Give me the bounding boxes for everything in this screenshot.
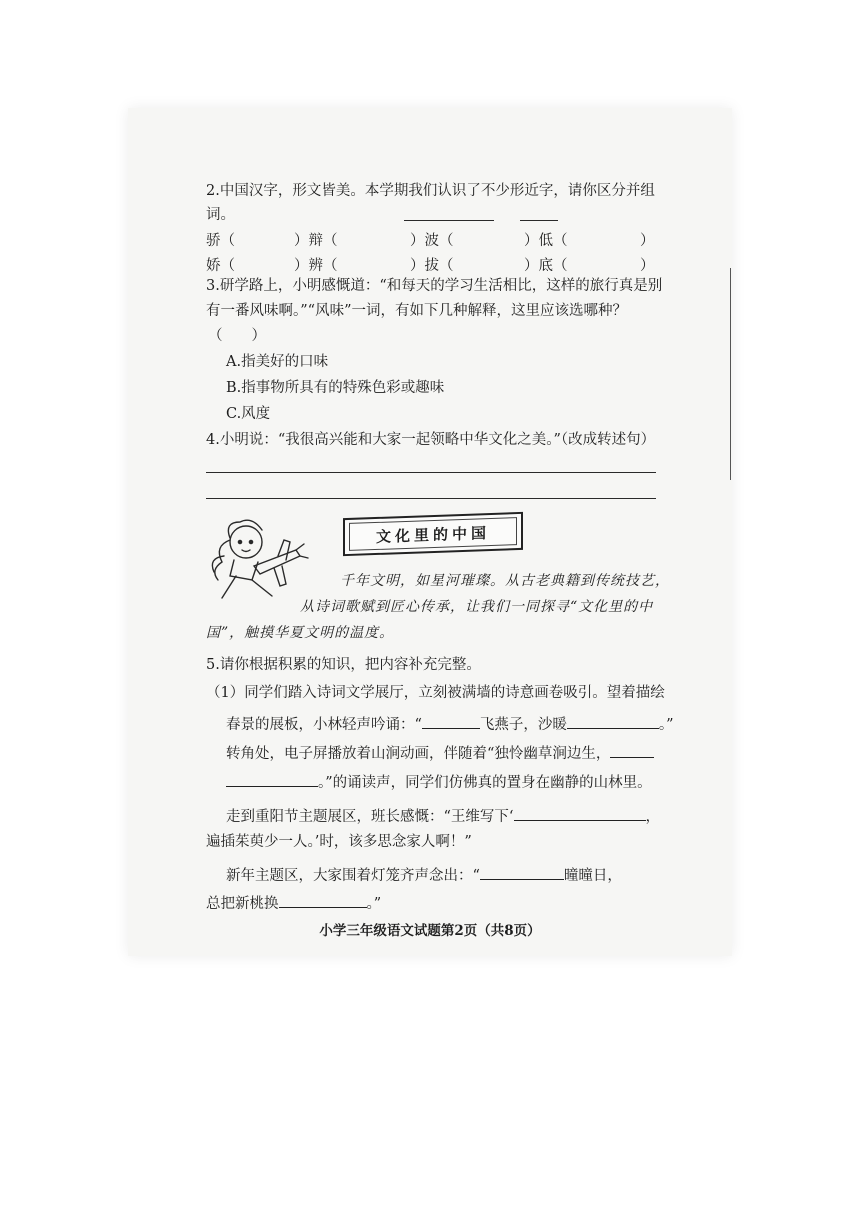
q3-answer-paren: （ ） (208, 328, 266, 344)
section-intro-line1: 千年文明，如星河璀璨。从古老典籍到传统技艺， (340, 573, 670, 589)
q5-stem: 5.请你根据积累的知识，把内容补充完整。 (206, 657, 481, 673)
q2-underline-mark (404, 220, 494, 221)
q5-p1-line4-text: 。”的诵读声，同学们仿佛真的置身在幽静的山林里。 (318, 775, 652, 791)
q2-row1-item: ）辩（ (294, 233, 338, 249)
scan-edge-line (730, 268, 731, 480)
q5-p3-line1-text: 新年主题区，大家围着灯笼齐声念出：“ (226, 868, 480, 884)
q2-row1-item: ） (640, 233, 655, 249)
q5-p1-line2-text: 飞燕子，沙暖 (479, 717, 567, 733)
section-intro-line3: 国”，触摸华夏文明的温度。 (206, 625, 395, 641)
fill-blank[interactable] (226, 772, 318, 787)
section-banner (343, 512, 523, 556)
q5-p1-line2-text: 。” (658, 717, 674, 733)
fill-blank[interactable] (422, 714, 480, 729)
q2-stem-line2: 词。 (206, 207, 235, 223)
q3-option-c: C.风度 (226, 406, 271, 422)
q5-p2-line1-text: 走到重阳节主题展区，班长感慨：“王维写下‘ (226, 809, 514, 825)
q2-row1-item: ）低（ (524, 233, 568, 249)
q5-p1-line4 (226, 772, 652, 791)
q2-underline-mark (520, 220, 558, 221)
fill-blank[interactable] (610, 743, 654, 758)
q5-p3-line2 (206, 893, 381, 912)
q5-p2-line1 (226, 806, 660, 825)
q5-p1-line2 (226, 714, 674, 733)
q5-p2-line2: 遍插茱萸少一人。’时，该多思念家人啊！” (206, 834, 472, 850)
q5-p3-line2-text: 。” (366, 896, 382, 912)
q5-p1-line3 (226, 743, 654, 762)
fill-blank[interactable] (567, 714, 659, 729)
q2-row2-item: 娇（ (206, 258, 235, 274)
q4-stem: 4.小明说：“我很高兴能和大家一起领略中华文化之美。”（改成转述句） (206, 432, 656, 448)
q2-row2 (206, 254, 656, 274)
q3-stem-line2: 有一番风味啊。”“风味”一词，有如下几种解释，这里应该选哪种？ (206, 303, 627, 319)
q5-p3-line1-text: 曈曈日， (563, 868, 622, 884)
q5-p1-line1: （1）同学们踏入诗词文学展厅，立刻被满墙的诗意画卷吸引。望着描绘 (206, 685, 665, 701)
section-intro-line2: 从诗词歌赋到匠心传承，让我们一同探寻“文化里的中 (300, 599, 654, 615)
q2-row1 (206, 229, 656, 249)
q2-stem-line1: 2.中国汉字，形文皆美。本学期我们认识了不少形近字，请你区分并组 (206, 183, 655, 199)
q5-p1-line2-text: 春景的展板，小林轻声吟诵：“ (226, 717, 422, 733)
q4-answer-line-2 (206, 498, 656, 499)
q2-row2-item: ）底（ (524, 258, 568, 274)
q2-row2-item: ） (640, 258, 655, 274)
q2-row1-item: 骄（ (206, 233, 235, 249)
section-banner-title: 文化里的中国 (375, 523, 490, 546)
page-footer: 小学三年级语文试题第2页（共8页） (319, 923, 541, 939)
girl-with-airplane-illustration (200, 510, 312, 606)
q3-stem-line1: 3.研学路上，小明感慨道：“和每天的学习生活相比，这样的旅行真是别 (206, 278, 663, 294)
fill-blank[interactable] (279, 893, 367, 908)
q5-p3-line2-text: 总把新桃换 (206, 896, 279, 912)
q5-p3-line1 (226, 865, 622, 884)
q5-p2-line1-text: ， (645, 809, 661, 825)
fill-blank[interactable] (514, 806, 646, 821)
q2-row1-item: ）波（ (410, 233, 454, 249)
q2-row2-item: ）辨（ (294, 258, 338, 274)
q5-p1-line3-text: 转角处，电子屏播放着山涧动画，伴随着“独怜幽草涧边生， (226, 746, 611, 762)
q3-option-b: B.指事物所具有的特殊色彩或趣味 (226, 380, 445, 396)
q3-option-a: A.指美好的口味 (226, 354, 329, 370)
fill-blank[interactable] (480, 865, 564, 880)
q2-row2-item: ）拔（ (410, 258, 454, 274)
q4-answer-line-1 (206, 472, 656, 473)
